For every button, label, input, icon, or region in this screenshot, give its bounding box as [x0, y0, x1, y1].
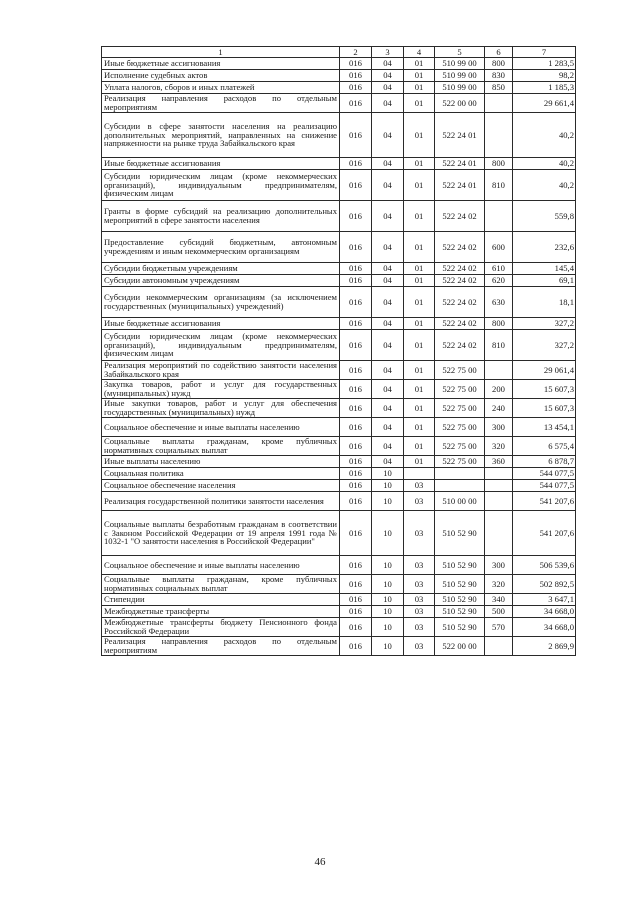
cell-admin-code: 016: [340, 480, 372, 492]
table-row: [102, 82, 576, 94]
row-name: Социальные выплаты безработным гражданам в соответствии с Законом Российской Федерации от 19 апреля 1991 года № 1032-1 "О занятости населения в Российской Федерации": [102, 511, 340, 556]
cell-target-article: 522 24 02: [435, 263, 485, 275]
cell-target-article: 522 24 02: [435, 275, 485, 287]
cell-section: 10: [372, 480, 404, 492]
cell-admin-code: 016: [340, 575, 372, 594]
cell-admin-code: 016: [340, 70, 372, 82]
cell-amount: 34 668,0: [513, 618, 576, 637]
cell-amount: 29 661,4: [513, 94, 576, 113]
cell-amount: 327,2: [513, 318, 576, 330]
cell-expense-type: 320: [485, 575, 513, 594]
cell-target-article: 522 75 00: [435, 380, 485, 399]
cell-target-article: 522 00 00: [435, 94, 485, 113]
cell-admin-code: 016: [340, 82, 372, 94]
cell-expense-type: 850: [485, 82, 513, 94]
cell-subsection: 01: [404, 82, 435, 94]
cell-admin-code: 016: [340, 468, 372, 480]
cell-admin-code: 016: [340, 318, 372, 330]
row-name: Социальные выплаты гражданам, кроме публичных нормативных социальных выплат: [102, 437, 340, 456]
table-row: [102, 201, 576, 232]
cell-section: 04: [372, 380, 404, 399]
cell-amount: 502 892,5: [513, 575, 576, 594]
cell-subsection: 01: [404, 418, 435, 437]
cell-subsection: 01: [404, 380, 435, 399]
row-name: Исполнение судебных актов: [102, 70, 340, 82]
row-name: Субсидии некоммерческим организациям (за исключением государственных (муниципальных) учреждений): [102, 287, 340, 318]
cell-target-article: 510 99 00: [435, 70, 485, 82]
cell-subsection: 01: [404, 94, 435, 113]
row-name: Социальное обеспечение и иные выплаты населению: [102, 556, 340, 575]
cell-expense-type: [485, 480, 513, 492]
table-row: [102, 511, 576, 556]
cell-expense-type: 800: [485, 58, 513, 70]
cell-amount: 40,2: [513, 170, 576, 201]
table-row: [102, 594, 576, 606]
table-row: [102, 380, 576, 399]
table-row: [102, 418, 576, 437]
cell-section: 04: [372, 456, 404, 468]
cell-subsection: 01: [404, 232, 435, 263]
cell-expense-type: 340: [485, 594, 513, 606]
row-name: Реализация направления расходов по отдельным мероприятиям: [102, 94, 340, 113]
header-cell: 2: [340, 47, 372, 58]
cell-target-article: 510 52 90: [435, 606, 485, 618]
cell-section: 04: [372, 201, 404, 232]
cell-target-article: 522 24 02: [435, 330, 485, 361]
table-row: [102, 275, 576, 287]
cell-target-article: 510 52 90: [435, 575, 485, 594]
cell-subsection: 01: [404, 287, 435, 318]
cell-amount: 541 207,6: [513, 511, 576, 556]
row-name: Межбюджетные трансферты: [102, 606, 340, 618]
row-name: Субсидии автономным учреждениям: [102, 275, 340, 287]
cell-subsection: 01: [404, 318, 435, 330]
row-name: Иные бюджетные ассигнования: [102, 58, 340, 70]
table-row: [102, 318, 576, 330]
cell-target-article: 510 99 00: [435, 82, 485, 94]
cell-section: 04: [372, 418, 404, 437]
cell-section: 04: [372, 287, 404, 318]
cell-amount: 15 607,3: [513, 399, 576, 418]
table-row: [102, 618, 576, 637]
header-cell: 1: [102, 47, 340, 58]
cell-subsection: 03: [404, 606, 435, 618]
cell-expense-type: 630: [485, 287, 513, 318]
cell-target-article: [435, 468, 485, 480]
cell-section: 04: [372, 113, 404, 158]
table-row: [102, 158, 576, 170]
cell-expense-type: [485, 361, 513, 380]
cell-target-article: 522 75 00: [435, 456, 485, 468]
cell-section: 04: [372, 330, 404, 361]
table-header-row: [102, 47, 576, 58]
cell-section: 10: [372, 637, 404, 656]
cell-expense-type: 300: [485, 556, 513, 575]
cell-expense-type: 500: [485, 606, 513, 618]
cell-subsection: [404, 468, 435, 480]
cell-section: 04: [372, 263, 404, 275]
cell-target-article: 522 24 02: [435, 201, 485, 232]
row-name: Иные бюджетные ассигнования: [102, 158, 340, 170]
cell-subsection: 03: [404, 556, 435, 575]
cell-admin-code: 016: [340, 330, 372, 361]
cell-target-article: [435, 480, 485, 492]
row-name: Уплата налогов, сборов и иных платежей: [102, 82, 340, 94]
cell-admin-code: 016: [340, 492, 372, 511]
cell-amount: 1 283,5: [513, 58, 576, 70]
cell-admin-code: 016: [340, 94, 372, 113]
cell-section: 04: [372, 170, 404, 201]
cell-amount: 559,8: [513, 201, 576, 232]
cell-amount: 29 061,4: [513, 361, 576, 380]
cell-section: 04: [372, 318, 404, 330]
cell-section: 04: [372, 361, 404, 380]
row-name: Социальная политика: [102, 468, 340, 480]
cell-admin-code: 016: [340, 232, 372, 263]
cell-amount: 98,2: [513, 70, 576, 82]
cell-section: 04: [372, 232, 404, 263]
table-row: [102, 232, 576, 263]
row-name: Предоставление субсидий бюджетным, автономным учреждениям и иным некоммерческим организациям: [102, 232, 340, 263]
cell-amount: 145,4: [513, 263, 576, 275]
cell-subsection: 01: [404, 113, 435, 158]
table-row: [102, 492, 576, 511]
cell-expense-type: [485, 468, 513, 480]
cell-expense-type: 810: [485, 330, 513, 361]
table-row: [102, 480, 576, 492]
row-name: Стипендии: [102, 594, 340, 606]
table-row: [102, 287, 576, 318]
table-row: [102, 456, 576, 468]
page-number: 46: [314, 856, 326, 868]
cell-target-article: 510 52 90: [435, 618, 485, 637]
table-row: [102, 606, 576, 618]
cell-expense-type: 800: [485, 318, 513, 330]
cell-amount: 541 207,6: [513, 492, 576, 511]
table-row: [102, 113, 576, 158]
cell-section: 10: [372, 606, 404, 618]
header-cell: 4: [404, 47, 435, 58]
cell-target-article: 522 75 00: [435, 399, 485, 418]
cell-expense-type: 240: [485, 399, 513, 418]
cell-amount: 13 454,1: [513, 418, 576, 437]
cell-section: 10: [372, 575, 404, 594]
cell-expense-type: [485, 637, 513, 656]
cell-admin-code: 016: [340, 594, 372, 606]
cell-expense-type: [485, 492, 513, 511]
header-cell: 6: [485, 47, 513, 58]
cell-amount: 40,2: [513, 113, 576, 158]
table-row: [102, 361, 576, 380]
cell-section: 04: [372, 399, 404, 418]
cell-section: 04: [372, 94, 404, 113]
cell-section: 04: [372, 58, 404, 70]
cell-amount: 232,6: [513, 232, 576, 263]
cell-admin-code: 016: [340, 58, 372, 70]
row-name: Субсидии бюджетным учреждениям: [102, 263, 340, 275]
cell-admin-code: 016: [340, 556, 372, 575]
row-name: Гранты в форме субсидий на реализацию дополнительных мероприятий в сфере занятости населения: [102, 201, 340, 232]
cell-subsection: 01: [404, 158, 435, 170]
cell-target-article: 522 00 00: [435, 637, 485, 656]
cell-subsection: 03: [404, 492, 435, 511]
cell-expense-type: 810: [485, 170, 513, 201]
cell-target-article: 522 24 02: [435, 232, 485, 263]
cell-expense-type: 610: [485, 263, 513, 275]
table-row: [102, 263, 576, 275]
cell-subsection: 03: [404, 637, 435, 656]
row-name: Закупка товаров, работ и услуг для государственных (муниципальных) нужд: [102, 380, 340, 399]
cell-amount: 40,2: [513, 158, 576, 170]
cell-admin-code: 016: [340, 456, 372, 468]
cell-expense-type: 320: [485, 437, 513, 456]
cell-target-article: 510 99 00: [435, 58, 485, 70]
cell-subsection: 01: [404, 70, 435, 82]
cell-subsection: 01: [404, 330, 435, 361]
row-name: Субсидии юридическим лицам (кроме некоммерческих организаций), индивидуальным предпринимателям, физическим лицам: [102, 330, 340, 361]
cell-expense-type: [485, 94, 513, 113]
table-row: [102, 575, 576, 594]
cell-subsection: 01: [404, 399, 435, 418]
cell-amount: 34 668,0: [513, 606, 576, 618]
cell-expense-type: 800: [485, 158, 513, 170]
cell-subsection: 03: [404, 575, 435, 594]
cell-target-article: 522 75 00: [435, 361, 485, 380]
cell-section: 10: [372, 594, 404, 606]
cell-expense-type: 200: [485, 380, 513, 399]
cell-admin-code: 016: [340, 275, 372, 287]
cell-target-article: 510 52 90: [435, 594, 485, 606]
header-cell: 7: [513, 47, 576, 58]
cell-target-article: 522 24 02: [435, 318, 485, 330]
table-row: [102, 399, 576, 418]
cell-admin-code: 016: [340, 201, 372, 232]
cell-section: 10: [372, 468, 404, 480]
cell-amount: 3 647,1: [513, 594, 576, 606]
cell-amount: 69,1: [513, 275, 576, 287]
cell-amount: 6 878,7: [513, 456, 576, 468]
row-name: Межбюджетные трансферты бюджету Пенсионного фонда Российской Федерации: [102, 618, 340, 637]
cell-section: 04: [372, 70, 404, 82]
cell-subsection: 01: [404, 201, 435, 232]
cell-admin-code: 016: [340, 637, 372, 656]
row-name: Социальное обеспечение и иные выплаты населению: [102, 418, 340, 437]
cell-expense-type: [485, 511, 513, 556]
cell-amount: 6 575,4: [513, 437, 576, 456]
cell-admin-code: 016: [340, 437, 372, 456]
cell-subsection: 01: [404, 361, 435, 380]
cell-admin-code: 016: [340, 361, 372, 380]
cell-amount: 544 077,5: [513, 468, 576, 480]
cell-subsection: 01: [404, 58, 435, 70]
cell-subsection: 03: [404, 511, 435, 556]
cell-section: 10: [372, 556, 404, 575]
cell-amount: 15 607,3: [513, 380, 576, 399]
cell-subsection: 01: [404, 170, 435, 201]
cell-expense-type: 300: [485, 418, 513, 437]
row-name: Социальные выплаты гражданам, кроме публичных нормативных социальных выплат: [102, 575, 340, 594]
cell-admin-code: 016: [340, 170, 372, 201]
table-row: [102, 70, 576, 82]
table-row: [102, 170, 576, 201]
cell-target-article: 522 24 02: [435, 287, 485, 318]
cell-section: 04: [372, 82, 404, 94]
cell-target-article: 522 24 01: [435, 170, 485, 201]
row-name: Иные бюджетные ассигнования: [102, 318, 340, 330]
row-name: Иные выплаты населению: [102, 456, 340, 468]
cell-target-article: 522 75 00: [435, 437, 485, 456]
row-name: Реализация государственной политики занятости населения: [102, 492, 340, 511]
cell-section: 04: [372, 275, 404, 287]
cell-target-article: 522 24 01: [435, 158, 485, 170]
header-cell: 3: [372, 47, 404, 58]
table-row: [102, 468, 576, 480]
cell-subsection: 01: [404, 456, 435, 468]
cell-amount: 544 077,5: [513, 480, 576, 492]
row-name: Иные закупки товаров, работ и услуг для обеспечения государственных (муниципальных) нужд: [102, 399, 340, 418]
cell-section: 10: [372, 511, 404, 556]
row-name: Субсидии в сфере занятости населения на реализацию дополнительных мероприятий, направленных на снижение напряженности на рынке труда Забайкальского края: [102, 113, 340, 158]
row-name: Социальное обеспечение населения: [102, 480, 340, 492]
cell-expense-type: 600: [485, 232, 513, 263]
cell-expense-type: 830: [485, 70, 513, 82]
row-name: Реализация мероприятий по содействию занятости населения Забайкальского края: [102, 361, 340, 380]
cell-target-article: 522 24 01: [435, 113, 485, 158]
cell-amount: 506 539,6: [513, 556, 576, 575]
cell-admin-code: 016: [340, 418, 372, 437]
row-name: Реализация направления расходов по отдельным мероприятиям: [102, 637, 340, 656]
cell-section: 04: [372, 437, 404, 456]
cell-section: 04: [372, 158, 404, 170]
header-cell: 5: [435, 47, 485, 58]
cell-admin-code: 016: [340, 606, 372, 618]
cell-subsection: 01: [404, 263, 435, 275]
table-body: [102, 47, 576, 656]
cell-expense-type: 620: [485, 275, 513, 287]
cell-expense-type: [485, 113, 513, 158]
row-name: Субсидии юридическим лицам (кроме некоммерческих организаций), индивидуальным предпринимателям, физическим лицам: [102, 170, 340, 201]
cell-expense-type: 570: [485, 618, 513, 637]
cell-target-article: 510 52 90: [435, 511, 485, 556]
cell-admin-code: 016: [340, 511, 372, 556]
cell-subsection: 01: [404, 437, 435, 456]
cell-admin-code: 016: [340, 263, 372, 275]
cell-target-article: 510 00 00: [435, 492, 485, 511]
cell-section: 10: [372, 492, 404, 511]
budget-table: [101, 46, 576, 656]
cell-target-article: 510 52 90: [435, 556, 485, 575]
cell-admin-code: 016: [340, 113, 372, 158]
cell-amount: 327,2: [513, 330, 576, 361]
cell-admin-code: 016: [340, 380, 372, 399]
cell-subsection: 03: [404, 594, 435, 606]
table-row: [102, 330, 576, 361]
cell-target-article: 522 75 00: [435, 418, 485, 437]
cell-admin-code: 016: [340, 618, 372, 637]
cell-subsection: 03: [404, 480, 435, 492]
cell-admin-code: 016: [340, 158, 372, 170]
cell-amount: 18,1: [513, 287, 576, 318]
table-row: [102, 556, 576, 575]
table-row: [102, 58, 576, 70]
table-row: [102, 437, 576, 456]
cell-admin-code: 016: [340, 399, 372, 418]
cell-section: 10: [372, 618, 404, 637]
cell-expense-type: [485, 201, 513, 232]
table-row: [102, 94, 576, 113]
cell-subsection: 03: [404, 618, 435, 637]
cell-admin-code: 016: [340, 287, 372, 318]
cell-expense-type: 360: [485, 456, 513, 468]
cell-amount: 1 185,3: [513, 82, 576, 94]
cell-amount: 2 869,9: [513, 637, 576, 656]
table-row: [102, 637, 576, 656]
cell-subsection: 01: [404, 275, 435, 287]
